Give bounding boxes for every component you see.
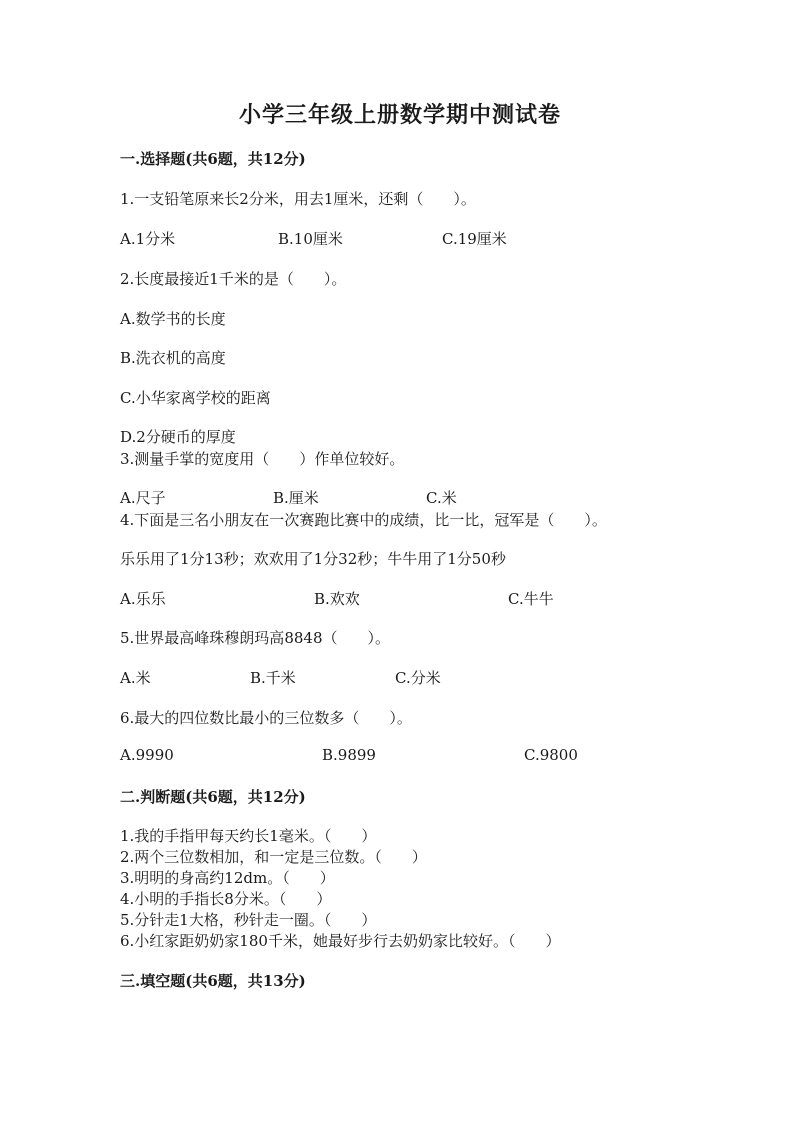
judgment-item-1: 1.我的手指甲每天约长1毫米。（ ） — [120, 827, 377, 845]
q6-option-c: C.9800 — [524, 746, 578, 764]
q4-option-b: B.欢欢 — [314, 590, 360, 608]
q3-option-c: C.米 — [426, 489, 457, 507]
judgment-item-6: 6.小红家距奶奶家180千米，她最好步行去奶奶家比较好。（ ） — [120, 932, 561, 950]
q6-option-a: A.9990 — [120, 746, 174, 764]
q2-option-c: C.小华家离学校的距离 — [120, 389, 271, 407]
question-4-data: 乐乐用了1分13秒；欢欢用了1分32秒；牛牛用了1分50秒 — [120, 550, 506, 568]
question-2: 2.长度最接近1千米的是（ ）。 — [120, 270, 347, 288]
q5-option-b: B.千米 — [250, 669, 296, 687]
q1-option-c: C.19厘米 — [442, 230, 507, 248]
judgment-item-5: 5.分针走1大格，秒针走一圈。（ ） — [120, 911, 377, 929]
q2-option-a: A.数学书的长度 — [120, 310, 226, 328]
q3-option-b: B.厘米 — [273, 489, 319, 507]
question-4: 4.下面是三名小朋友在一次赛跑比赛中的成绩，比一比，冠军是（ ）。 — [120, 511, 607, 529]
section-heading-fill-blank: 三.填空题(共6题，共13分) — [120, 972, 306, 990]
q1-option-b: B.10厘米 — [278, 230, 343, 248]
question-5: 5.世界最高峰珠穆朗玛高8848（ ）。 — [120, 629, 390, 647]
q5-option-a: A.米 — [120, 669, 151, 687]
q4-option-a: A.乐乐 — [120, 590, 166, 608]
q1-option-a: A.1分米 — [120, 230, 176, 248]
q2-option-d: D.2分硬币的厚度 — [120, 428, 236, 446]
judgment-item-3: 3.明明的身高约12dm。（ ） — [120, 869, 335, 887]
q6-option-b: B.9899 — [322, 746, 376, 764]
question-6: 6.最大的四位数比最小的三位数多（ ）。 — [120, 709, 412, 727]
section-heading-choice: 一.选择题(共6题，共12分) — [120, 150, 306, 168]
judgment-item-4: 4.小明的手指长8分米。（ ） — [120, 890, 332, 908]
judgment-item-2: 2.两个三位数相加，和一定是三位数。（ ） — [120, 848, 427, 866]
q5-option-c: C.分米 — [395, 669, 441, 687]
q3-option-a: A.尺子 — [120, 489, 166, 507]
q2-option-b: B.洗衣机的高度 — [120, 349, 226, 367]
question-1: 1.一支铅笔原来长2分米，用去1厘米，还剩（ ）。 — [120, 190, 476, 208]
question-3: 3.测量手掌的宽度用（ ）作单位较好。 — [120, 450, 405, 468]
page-title: 小学三年级上册数学期中测试卷 — [238, 102, 561, 128]
q4-option-c: C.牛牛 — [508, 590, 554, 608]
section-heading-judgment: 二.判断题(共6题，共12分) — [120, 788, 306, 806]
